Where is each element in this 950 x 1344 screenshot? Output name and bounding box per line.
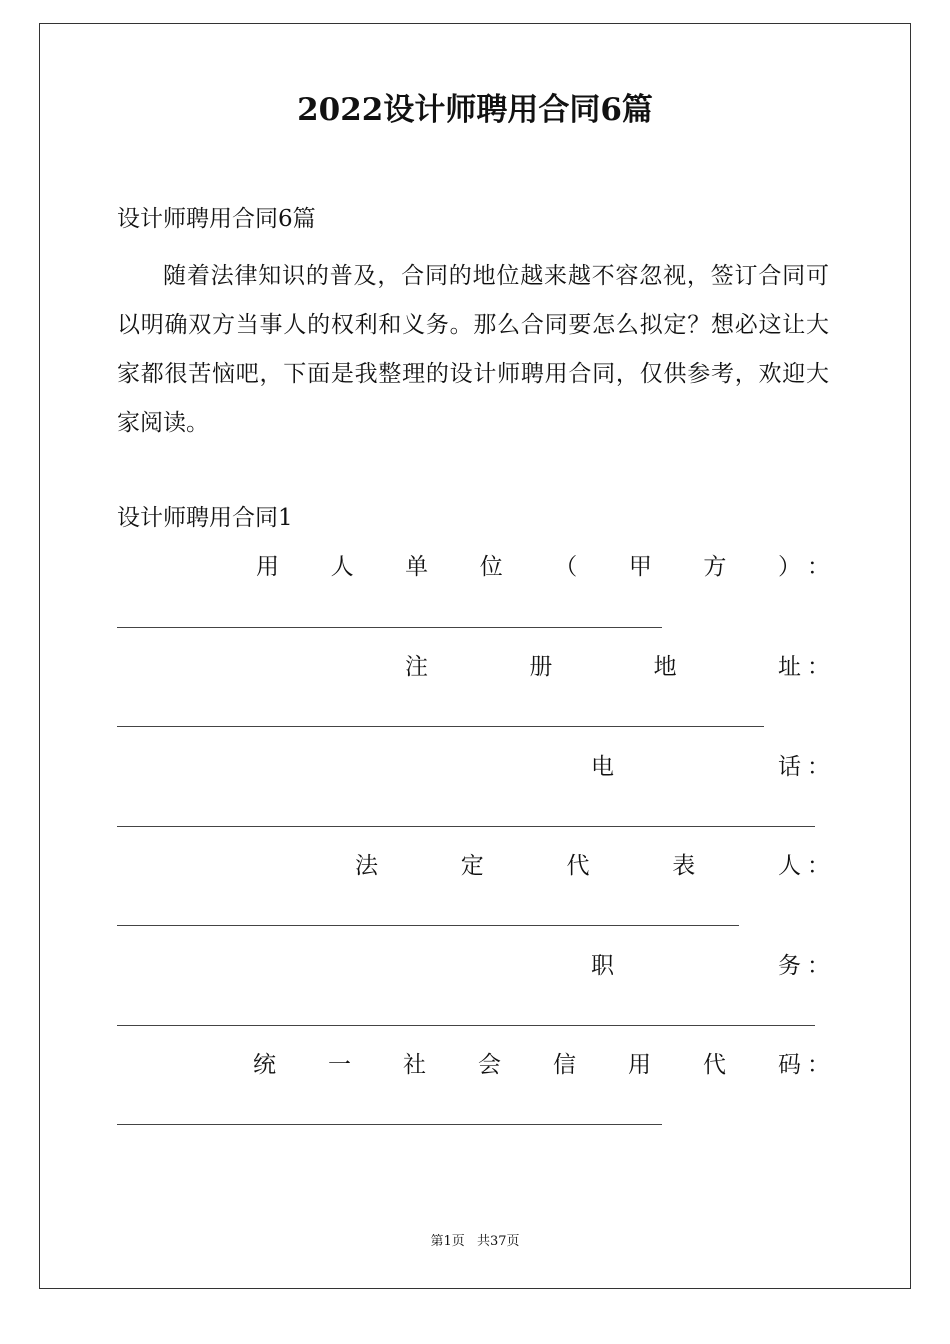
subheading: 设计师聘用合同6篇 xyxy=(117,206,316,232)
field-label xyxy=(591,750,801,784)
page-footer xyxy=(0,1232,950,1252)
field-label-char: 甲 xyxy=(628,554,652,580)
field-label-char: 代 xyxy=(703,1052,726,1078)
field-label-char: 表 xyxy=(672,853,696,879)
field-label xyxy=(256,550,801,584)
field-legal-representative xyxy=(117,849,830,883)
field-employer xyxy=(117,550,830,584)
field-legal-representative-blank-line[interactable] xyxy=(117,925,739,926)
document-title: 2022设计师聘用合同6篇 xyxy=(297,92,653,128)
field-label-char: 码 xyxy=(778,1052,801,1078)
field-position xyxy=(117,949,830,983)
field-label-char: 址 xyxy=(777,654,801,680)
field-registered-address xyxy=(117,650,830,684)
field-label-char: 地 xyxy=(653,654,677,680)
field-label-char: 位 xyxy=(479,554,503,580)
field-credit-code xyxy=(117,1048,830,1082)
field-colon: ： xyxy=(807,1052,830,1078)
field-employer-blank-line[interactable] xyxy=(117,627,662,628)
page-current: 第1页 xyxy=(430,1234,465,1249)
field-credit-code-blank-line[interactable] xyxy=(117,1124,662,1125)
field-registered-address-blank-line[interactable] xyxy=(117,726,764,727)
field-label-char: 人 xyxy=(778,853,801,879)
field-colon: ： xyxy=(807,953,830,979)
field-label-char: 一 xyxy=(328,1052,351,1078)
field-label-char: 话 xyxy=(778,754,801,780)
field-colon: ： xyxy=(807,853,830,879)
field-label-char: （ xyxy=(554,554,578,580)
field-phone xyxy=(117,750,830,784)
field-label-char: 电 xyxy=(591,754,614,780)
field-label-char: 社 xyxy=(403,1052,426,1078)
field-label xyxy=(405,650,801,684)
field-label-char: 单 xyxy=(405,554,429,580)
field-label xyxy=(355,849,801,883)
field-label-char: 职 xyxy=(591,953,614,979)
field-label-char: 定 xyxy=(460,853,484,879)
intro-paragraph: 随着法律知识的普及，合同的地位越来越不容忽视，签订合同可以明确双方当事人的权利和义务。那么合同要怎么拟定？想必这让大家都很苦恼吧，下面是我整理的设计师聘用合同，仅供参考，欢迎大家阅读。 xyxy=(117,263,829,436)
field-label-char: 册 xyxy=(529,654,553,680)
field-label-char: 用 xyxy=(256,554,279,580)
field-label-char: 代 xyxy=(566,853,590,879)
field-label-char: 用 xyxy=(628,1052,651,1078)
field-label-char: 人 xyxy=(330,554,354,580)
field-label-char: 注 xyxy=(405,654,428,680)
field-label xyxy=(253,1048,801,1082)
field-colon: ： xyxy=(807,754,830,780)
field-label xyxy=(591,949,801,983)
field-label-char: 会 xyxy=(478,1052,501,1078)
section-heading: 设计师聘用合同1 xyxy=(117,505,293,531)
field-label-char: 法 xyxy=(355,853,378,879)
field-label-char: ） xyxy=(777,554,801,580)
field-phone-blank-line[interactable] xyxy=(117,826,815,827)
field-label-char: 信 xyxy=(553,1052,576,1078)
field-label-char: 务 xyxy=(778,953,801,979)
field-label-char: 统 xyxy=(253,1052,276,1078)
field-colon: ： xyxy=(807,554,830,580)
page-total: 共37页 xyxy=(476,1234,520,1249)
field-colon: ： xyxy=(807,654,830,680)
field-position-blank-line[interactable] xyxy=(117,1025,815,1026)
field-label-char: 方 xyxy=(703,554,727,580)
